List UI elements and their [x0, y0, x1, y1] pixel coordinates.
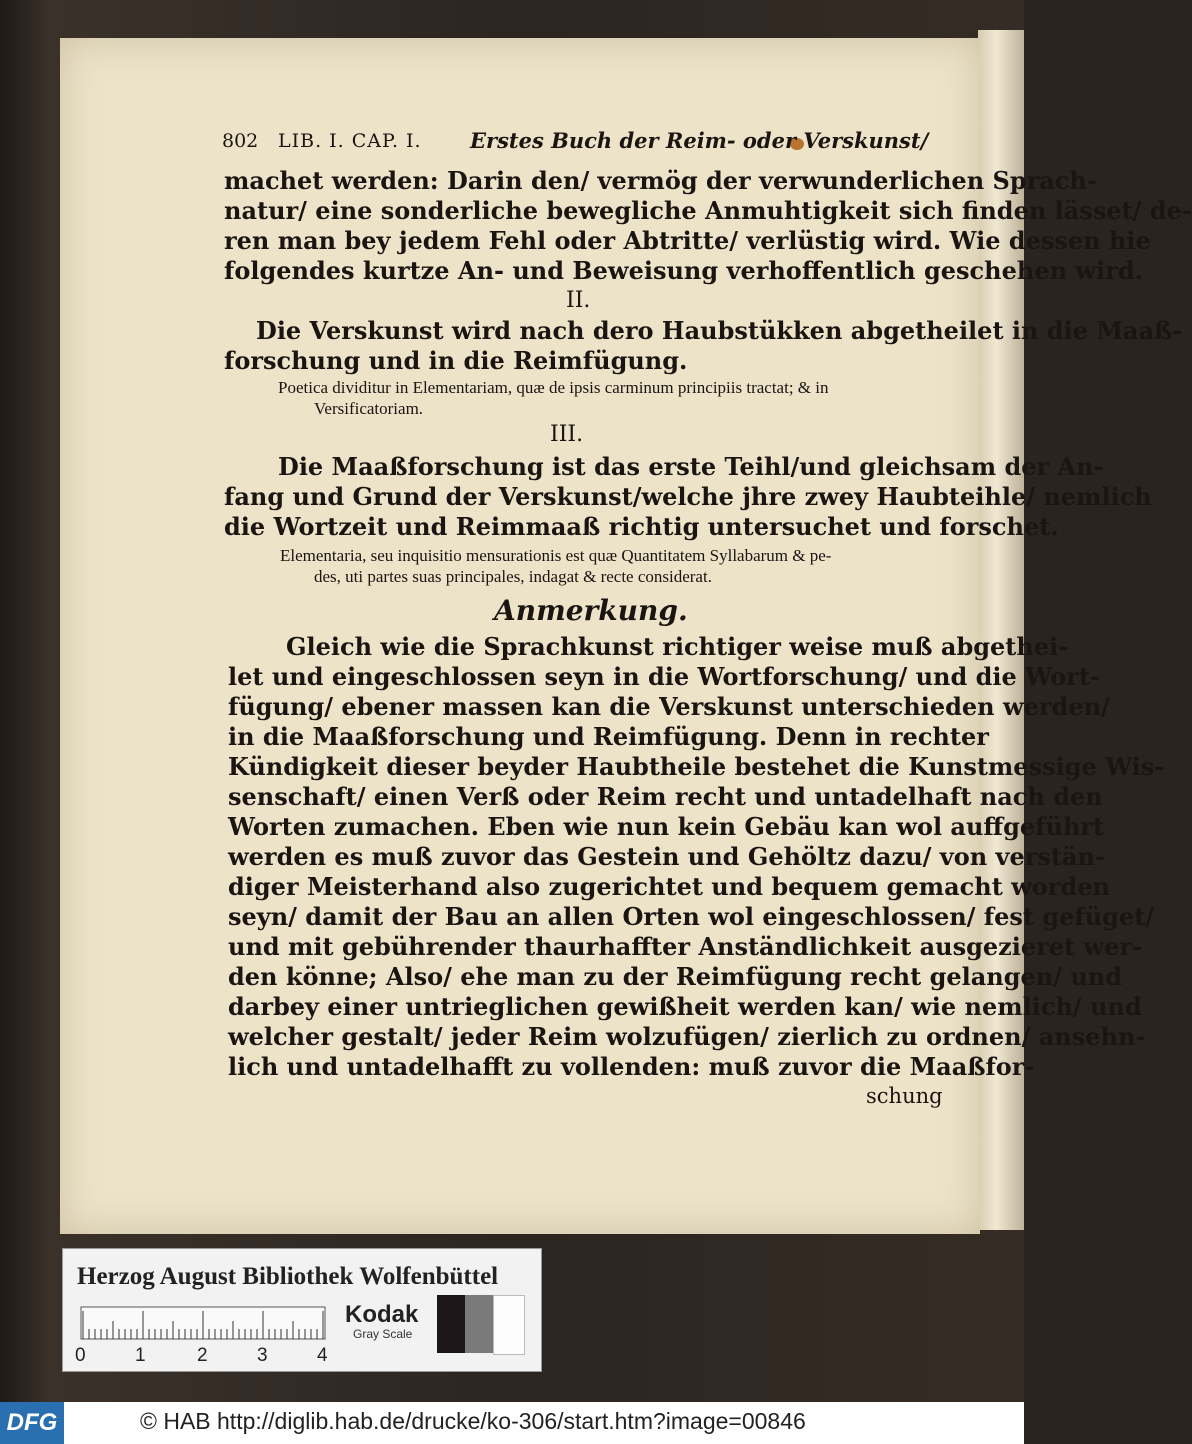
annotation-line: und mit gebührender thaurhaffter Anständlichkeit ausgezieret wer-	[228, 932, 1143, 961]
annotation-line: seyn/ damit der Bau an allen Orten wol eingeschlossen/ fest gefüget/	[228, 902, 1155, 931]
annotation-line: werden es muß zuvor das Gestein und Gehöltz dazu/ von verstän-	[228, 842, 1105, 871]
thesis-line: Die Verskunst wird nach dero Haubstükken abgetheilet in die Maaß-	[256, 316, 1183, 345]
body-line: natur/ eine sonderliche bewegliche Anmuhtigkeit sich finden lässet/ de-	[224, 196, 1192, 225]
dfg-logo: DFG	[0, 1402, 64, 1444]
white-patch	[493, 1295, 525, 1355]
ruler-number: 2	[197, 1345, 208, 1366]
annotation-line: diger Meisterhand also zugerichtet und bequem gemacht worden	[228, 872, 1110, 901]
thesis-line: Die Maaßforschung ist das erste Teihl/und gleichsam der An-	[278, 452, 1104, 481]
copyright-url: © HAB http://diglib.hab.de/drucke/ko-306/start.htm?image=00846	[140, 1408, 806, 1434]
thesis-line: die Wortzeit und Reimmaaß richtig untersuchet und forschet.	[224, 512, 1059, 541]
section-numeral: III.	[550, 422, 584, 447]
book-page	[60, 38, 1192, 1234]
latin-line: Poetica dividitur in Elementariam, quæ de ipsis carminum principiis tractat; & in	[278, 378, 829, 397]
section-numeral: II.	[566, 288, 591, 313]
annotation-line: Gleich wie die Sprachkunst richtiger weise muß abgethei-	[286, 632, 1069, 661]
scale-ruler	[81, 1307, 325, 1339]
ruler-numbers	[71, 1345, 331, 1367]
library-name: Herzog August Bibliothek Wolfenbüttel	[77, 1263, 499, 1290]
annotation-line: darbey einer untrieglichen gewißheit werden kan/ wie nemlich/ und	[228, 992, 1142, 1021]
book-chapter: LIB. I. CAP. I.	[278, 130, 422, 152]
gray-patch	[465, 1295, 493, 1353]
latin-line: Versificatoriam.	[314, 399, 424, 418]
ruler-number: 1	[135, 1345, 146, 1366]
annotation-line: fügung/ ebener massen kan die Verskunst unterschieden werden/	[228, 692, 1110, 721]
annotation-line: den könne; Also/ ehe man zu der Reimfügung recht gelangen/ und	[228, 962, 1123, 991]
annotation-line: welcher gestalt/ jeder Reim wolzufügen/ zierlich zu ordnen/ ansehn-	[228, 1022, 1146, 1051]
gray-scale-label: Gray Scale	[353, 1327, 413, 1341]
body-line: machet werden: Darin den/ vermög der verwunderlichen Sprach-	[224, 166, 1097, 195]
thesis-line: fang und Grund der Verskunst/welche jhre zwey Haubteihle/ nemlich	[224, 482, 1152, 511]
annotation-line: let und eingeschlossen seyn in die Wortforschung/ und die Wort-	[228, 662, 1100, 691]
ruler-number: 4	[317, 1345, 328, 1366]
kodak-brand: Kodak	[345, 1301, 419, 1328]
body-line: ren man bey jedem Fehl oder Abtritte/ verlüstig wird. Wie dessen hie	[224, 226, 1151, 255]
catchword: schung	[866, 1084, 943, 1108]
ruler-number: 0	[75, 1345, 86, 1366]
library-color-card	[62, 1248, 542, 1372]
ruler-number: 3	[257, 1345, 268, 1366]
latin-line: des, uti partes suas principales, indagat & recte considerat.	[314, 567, 712, 586]
annotation-line: Worten zumachen. Eben wie nun kein Gebäu kan wol auffgeführt	[228, 812, 1105, 841]
thesis-line: forschung und in die Reimfügung.	[224, 346, 688, 375]
annotation-line: lich und untadelhafft zu vollenden: muß zuvor die Maaßfor-	[228, 1052, 1035, 1081]
annotation-line: senschaft/ einen Verß oder Reim recht und untadelhaft nach den	[228, 782, 1103, 811]
annotation-line: in die Maaßforschung und Reimfügung. Denn in rechter	[228, 722, 989, 751]
page-number: 802	[222, 130, 259, 152]
section-heading: Anmerkung.	[494, 594, 688, 627]
black-patch	[437, 1295, 465, 1353]
latin-line: Elementaria, seu inquisitio mensurationis est quæ Quantitatem Syllabarum & pe-	[280, 546, 832, 565]
body-line: folgendes kurtze An- und Beweisung verhoffentlich geschehen wird.	[224, 256, 1143, 285]
running-title: Erstes Buch der Reim- oder Verskunst/	[470, 128, 929, 153]
annotation-line: Kündigkeit dieser beyder Haubtheile bestehet die Kunstmessige Wis-	[228, 752, 1165, 781]
